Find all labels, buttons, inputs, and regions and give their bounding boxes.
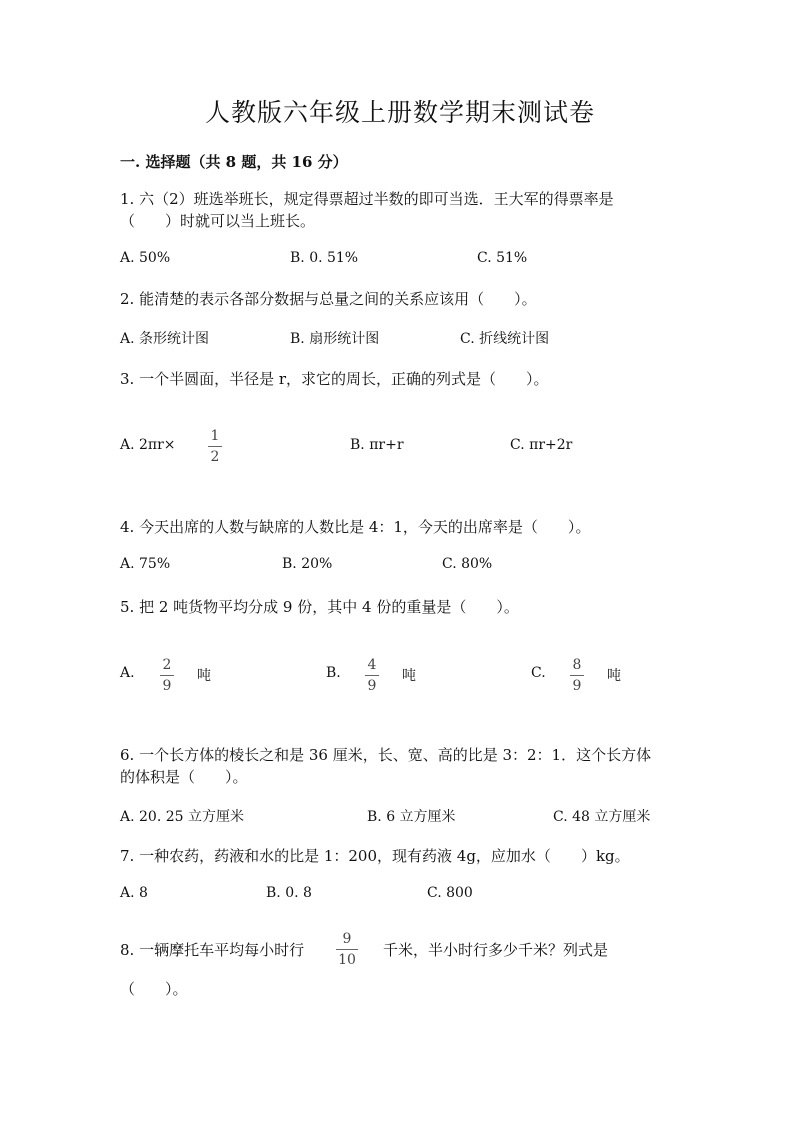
- question-5-option-a-fraction: [160, 656, 174, 695]
- question-5-option-c-unit: 吨: [607, 668, 621, 684]
- fraction-denominator: 9: [162, 678, 172, 694]
- fraction-numerator: 1: [210, 428, 220, 444]
- question-8-line-2: （ ）。: [120, 980, 188, 998]
- question-5-option-c-fraction: [570, 656, 584, 695]
- question-5-option-a-unit: 吨: [197, 668, 211, 684]
- question-3-option-b: B. πr+r: [350, 437, 404, 453]
- question-2-option-a: A. 条形统计图: [120, 331, 210, 347]
- fraction-bar: [336, 949, 358, 950]
- question-7-option-a: A. 8: [120, 885, 148, 901]
- question-5-option-b-fraction: [365, 656, 379, 695]
- question-8-text-end: 千米，半小时行多少千米？列式是: [383, 941, 609, 959]
- question-6-line-1: 6. 一个长方体的棱长之和是 36 厘米，长、宽、高的比是 3：2：1．这个长方体: [120, 746, 652, 764]
- question-5-text: 5. 把 2 吨货物平均分成 9 份，其中 4 份的重量是（ ）。: [120, 598, 519, 616]
- fraction-denominator: 2: [210, 449, 220, 465]
- fraction-numerator: 8: [572, 657, 582, 673]
- question-8-text-start: 8. 一辆摩托车平均每小时行: [120, 941, 305, 959]
- question-2-option-c: C. 折线统计图: [460, 331, 550, 347]
- fraction-bar: [160, 675, 174, 676]
- fraction-numerator: 4: [367, 657, 377, 673]
- question-1-option-b: B. 0. 51%: [290, 250, 359, 266]
- question-4-option-a: A. 75%: [120, 556, 171, 572]
- question-5-option-b: B.: [326, 665, 341, 681]
- question-6-option-b: B. 6 立方厘米: [367, 809, 456, 825]
- question-3-option-c: C. πr+2r: [510, 437, 573, 453]
- fraction-denominator: 10: [338, 952, 356, 968]
- fraction-denominator: 9: [367, 678, 377, 694]
- question-4-option-b: B. 20%: [282, 556, 333, 572]
- question-3-text: 3. 一个半圆面，半径是 r，求它的周长，正确的列式是（ ）。: [120, 370, 549, 388]
- fraction-bar: [570, 675, 584, 676]
- question-2-option-b: B. 扇形统计图: [290, 331, 380, 347]
- question-5-option-b-unit: 吨: [402, 668, 416, 684]
- question-8-fraction: [336, 930, 358, 969]
- question-3-option-a-fraction: [208, 427, 222, 466]
- question-5-option-a: A.: [120, 665, 135, 681]
- question-7-option-c: C. 800: [427, 885, 473, 901]
- question-7-text: 7. 一种农药，药液和水的比是 1：200，现有药液 4g，应加水（ ）kg。: [120, 847, 630, 865]
- page-title: 人教版六年级上册数学期末测试卷: [204, 98, 595, 127]
- question-1-option-c: C. 51%: [477, 250, 528, 266]
- fraction-numerator: 2: [162, 657, 172, 673]
- question-3-option-a: A. 2πr×: [120, 437, 176, 453]
- section-heading: 一. 选择题（共 8 题，共 16 分）: [120, 153, 348, 171]
- question-1-line-2: （ ）时就可以当上班长。: [120, 212, 316, 230]
- fraction-bar: [365, 675, 379, 676]
- question-2-text: 2. 能清楚的表示各部分数据与总量之间的关系应该用（ ）。: [120, 290, 537, 308]
- question-7-option-b: B. 0. 8: [266, 885, 312, 901]
- question-6-option-a: A. 20. 25 立方厘米: [120, 809, 244, 825]
- question-1-option-a: A. 50%: [120, 250, 171, 266]
- fraction-denominator: 9: [572, 678, 582, 694]
- question-5-option-c: C.: [531, 665, 546, 681]
- fraction-numerator: 9: [342, 931, 352, 947]
- question-1-line-1: 1. 六（2）班选举班长，规定得票超过半数的即可当选．王大军的得票率是: [120, 190, 614, 208]
- question-4-option-c: C. 80%: [442, 556, 493, 572]
- question-4-text: 4. 今天出席的人数与缺席的人数比是 4：1，今天的出席率是（ ）。: [120, 518, 591, 536]
- question-6-option-c: C. 48 立方厘米: [553, 809, 651, 825]
- fraction-bar: [208, 446, 222, 447]
- question-6-line-2: 的体积是（ ）。: [120, 768, 248, 786]
